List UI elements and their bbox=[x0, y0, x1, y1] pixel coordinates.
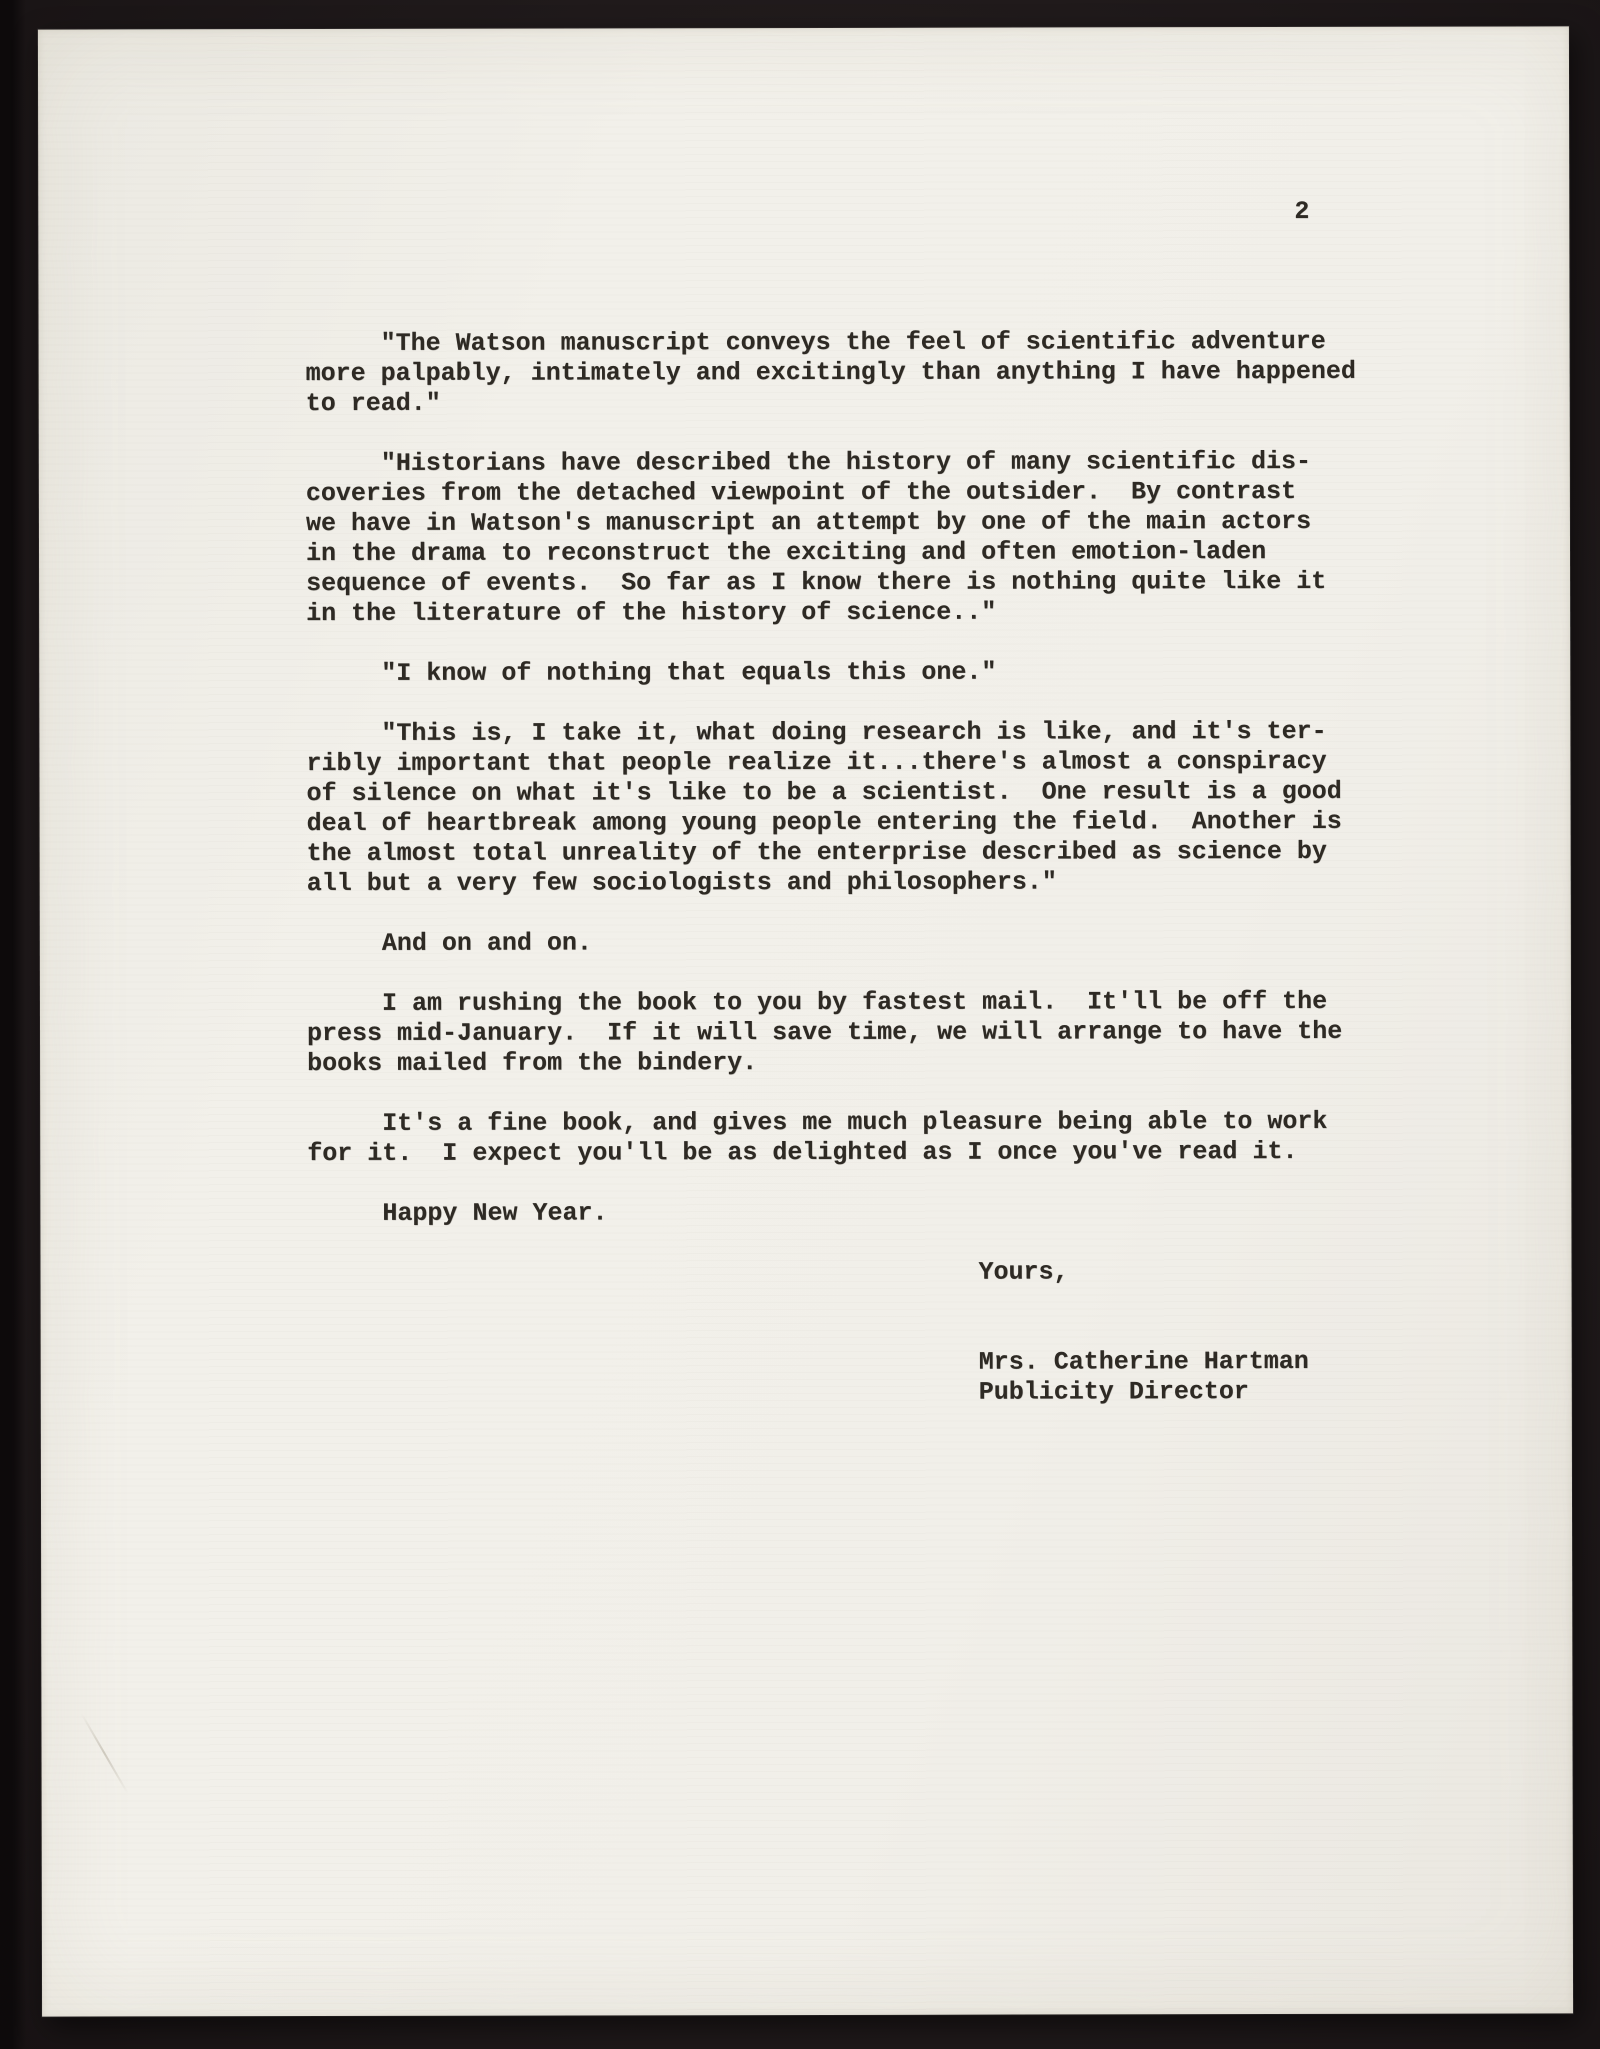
paper-crease bbox=[81, 1713, 129, 1794]
letter-page bbox=[38, 26, 1573, 2016]
signature-block: Yours, Mrs. Catherine Hartman Publicity Director bbox=[978, 1257, 1309, 1407]
page-number: 2 bbox=[1294, 196, 1310, 226]
letter-body-text: "The Watson manuscript conveys the feel of scientific adventure more palpably, intimately and excitingly than anything I have happened to read." "Historians have described the history of many scientific dis- coveries from the detached viewpoint of the outsider. By contrast we have in Watson's manuscript an attempt by one of the main actors in the drama to reconstruct the exciting and often emotion-laden sequence of events. So far as I know there is nothing quite like it in the literature of the history of science.." "I know of nothing that equals this one." "This is, I take it, what doing research is like, and it's ter- ribly important that people realize it...there's almost a conspiracy of silence on what it's like to be a scientist. One result is a good deal of heartbreak among young people entering the field. Another is the almost total unreality of the enterprise described as science by all but a very few sociologists and philosophers." And on and on. I am rushing the book to you by fastest mail. It'll be off the press mid-January. If it will save time, we will arrange to have the books mailed from the bindery. It's a fine book, and gives me much pleasure being able to work for it. I expect you'll be as delighted as I once you've read it. Happy New Year. bbox=[305, 326, 1356, 1229]
